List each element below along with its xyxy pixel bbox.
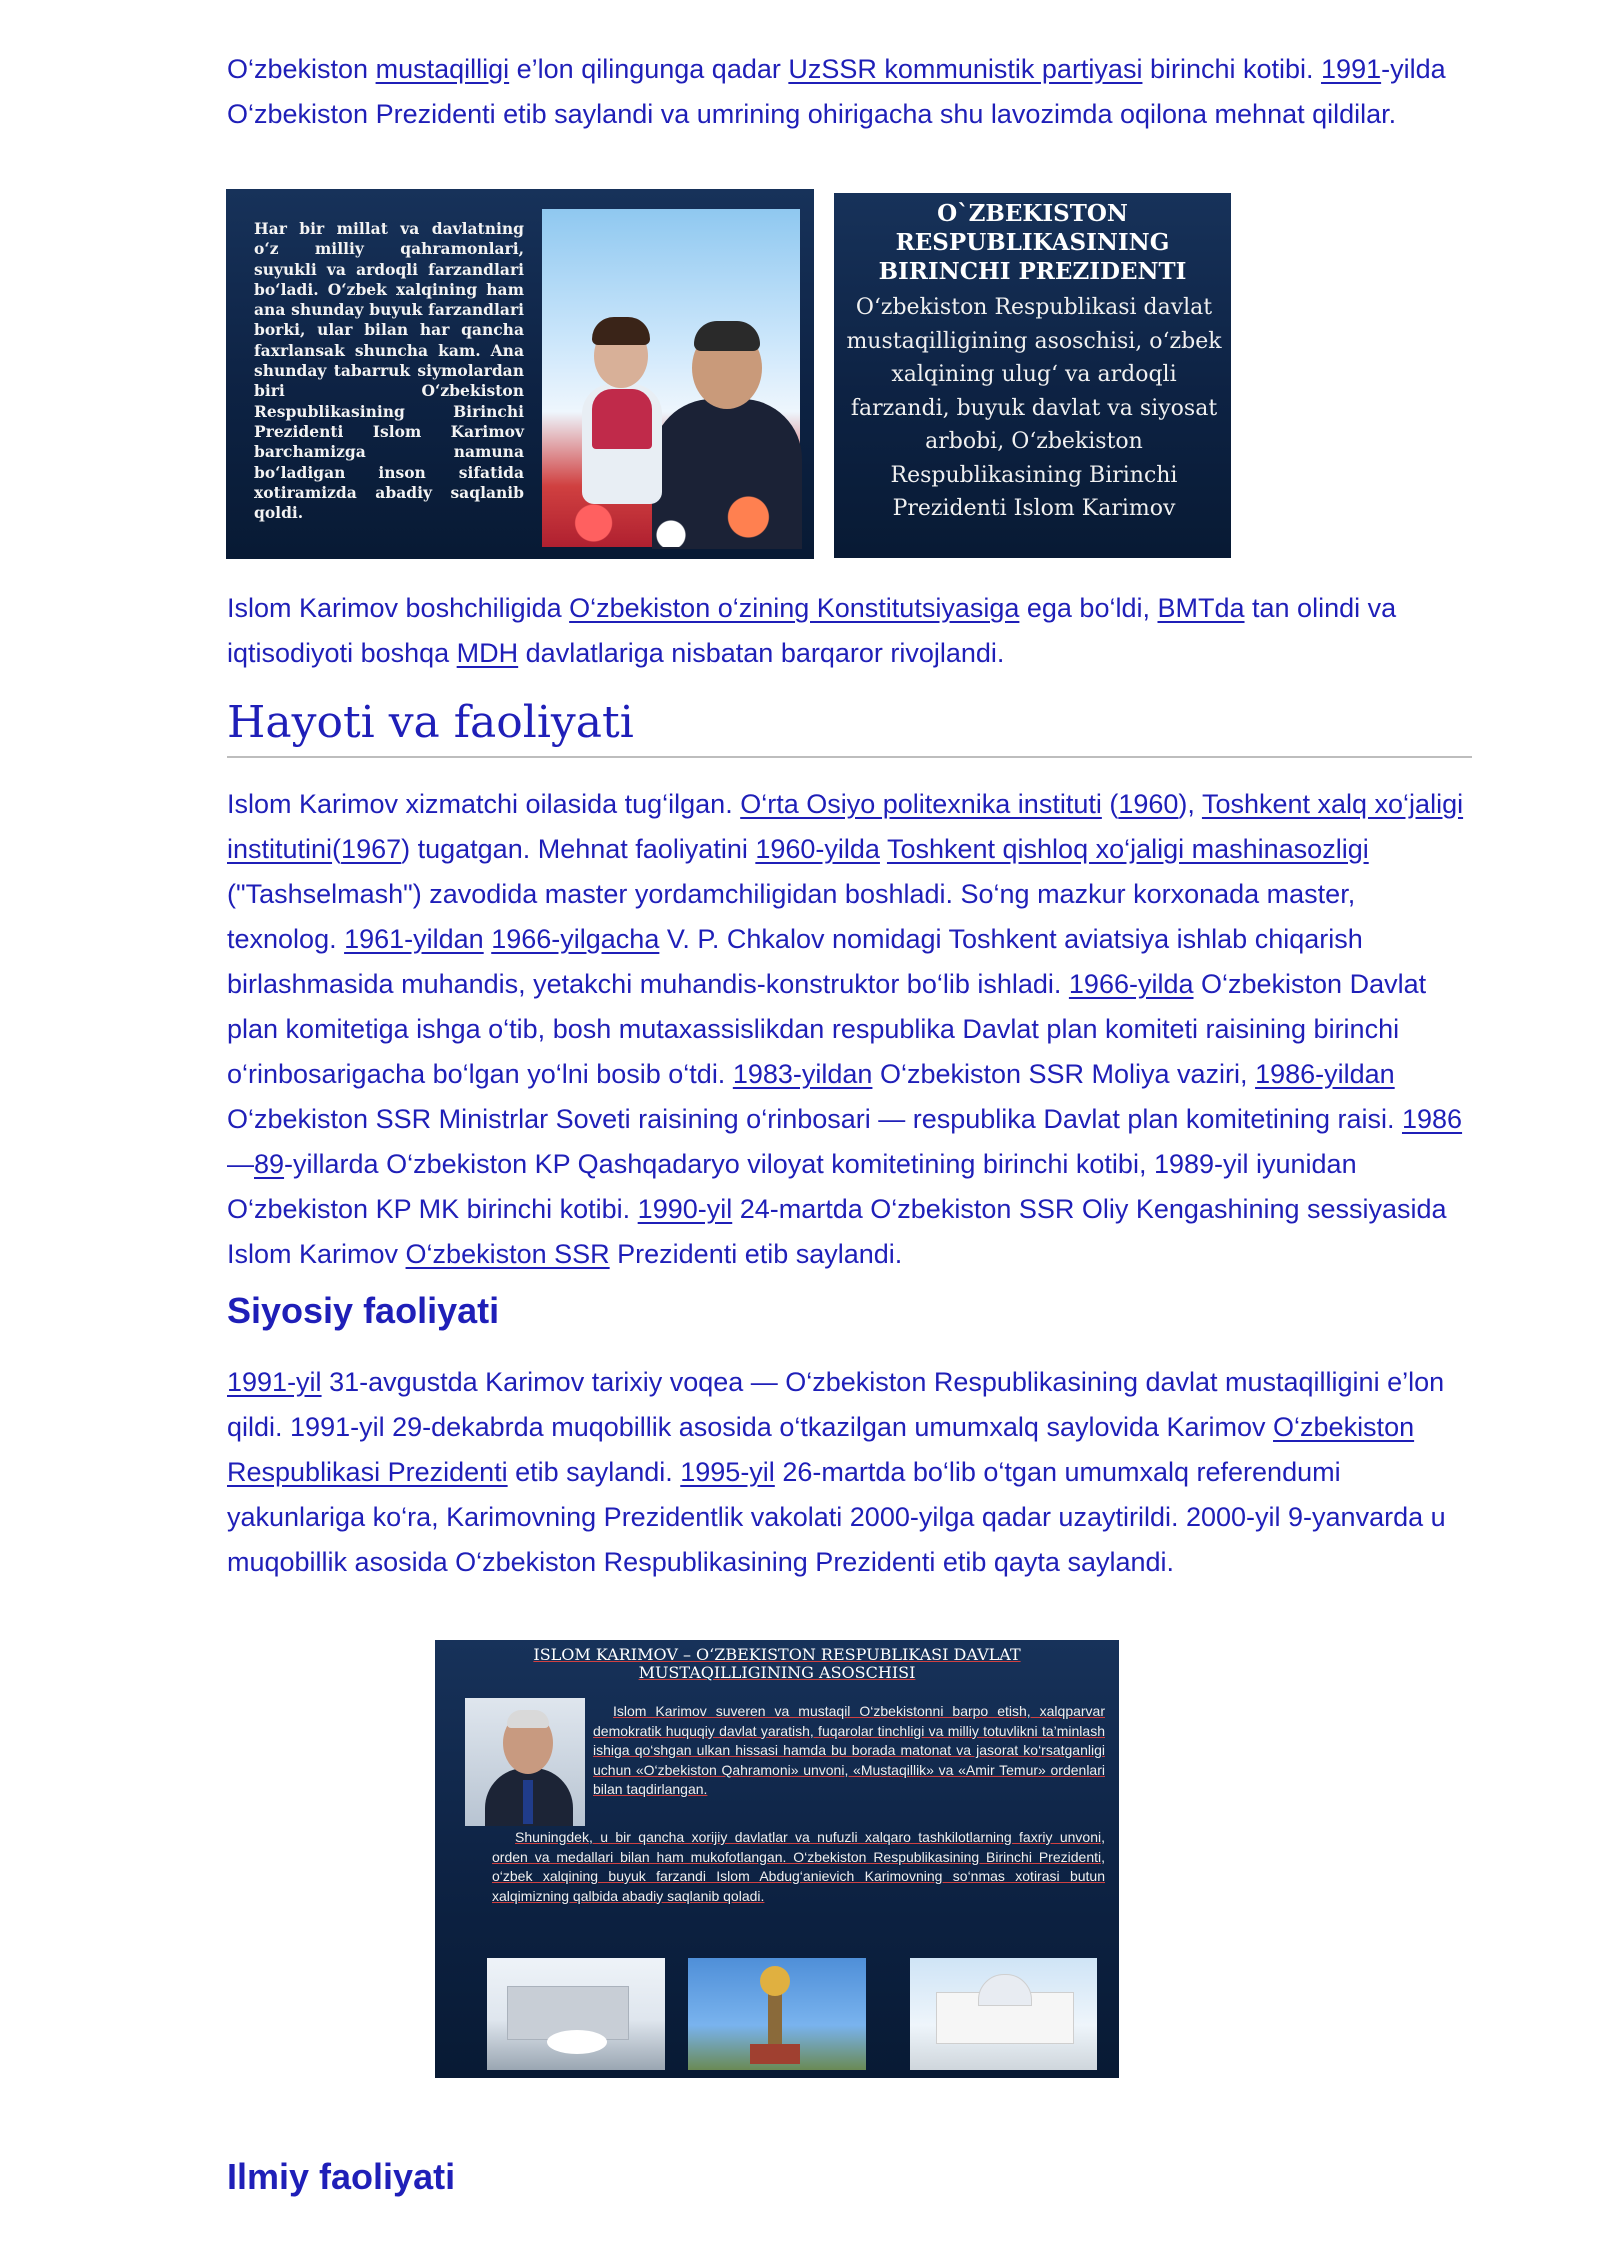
para2-text: Islom Karimov boshchiligida [227,593,570,623]
bio-text: O‘zbekiston Davlat plan komitetiga ishga o‘tib, bosh mutaxassislikdan respublika Davlat plan komiteti raisining birinchi o‘rinbosarigacha bo‘lgan yo‘lni bosib o‘tdi. [227,969,1427,1089]
image3-paragraph-2: Shuningdek, u bir qancha xorijiy davlatlar va nufuzli xalqaro tashkilotlarning faxriy unvoni, orden va medallari bilan ham mukofotlangan. O‘zbekiston Respublikasining Birinchi Prezidenti, o‘zbek xalqining buyuk farzandi Islom Abdug‘anievich Karimovning so‘nmas xotirasi butun xalqimizning qalbida abadiy saqlanib qoladi. [492,1829,1105,1904]
bio-text: Islom Karimov xizmatchi oilasida tug‘ilgan. [227,789,741,819]
bio-text: ( [332,834,342,864]
political-paragraph [227,1360,1472,1585]
link-1960[interactable]: 1960 [1118,789,1179,819]
link-1966-yilgacha[interactable]: 1966-yilgacha [491,924,660,954]
bio-text: O‘zbekiston SSR Moliya vaziri, [872,1059,1256,1089]
para2-text: tan olindi va iqtisodiyoti boshqa [227,593,1397,668]
founder-of-independence-image[interactable] [435,1640,1119,2078]
para2-text: ega bo‘ldi, [1019,593,1158,623]
bio-text: Prezidenti etib saylandi. [609,1239,903,1269]
link-1995-yil[interactable]: 1995-yil [680,1457,775,1487]
intro-text: -yilda O‘zbekiston Prezidenti etib saylandi va umrining ohirigacha shu lavozimda oqilona mehnat qildilar. [227,54,1446,129]
bio-text: V. P. Chkalov nomidagi Toshkent aviatsiya ishlab chiqarish birlashmasida muhandis, yetakchi muhandis-konstruktor bo‘lib ishladi. [227,924,1363,999]
intro-text: O‘zbekiston [227,54,376,84]
image3-title-line: ISLOM KARIMOV – O‘ZBEKISTON RESPUBLIKASI DAVLAT [533,1645,1021,1664]
bio-text: O‘zbekiston SSR Ministrlar Soveti raisining o‘rinbosari — respublika Davlat plan komitetining raisi. [227,1104,1402,1134]
bio-text [880,834,887,864]
link-1960-yilda[interactable]: 1960-yilda [755,834,880,864]
image3-paragraph-1: Islom Karimov suveren va mustaqil O‘zbekistonni barpo etish, xalqparvar demokratik huquqiy davlat yaratish, fuqarolar tinchligi va milliy totuvlikni ta’minlash ishiga qo‘shgan ulkan hissasi hamda bu borada matonat va jasorat ko‘rsatganligi uchun «O‘zbekiston Qahramoni» unvoni, «Mustaqillik» va «Amir Temur» ordenlari bilan taqdirlangan. [593,1703,1105,1797]
para2-text: davlatlariga nisbatan barqaror rivojlandi. [518,638,1005,668]
image2-title-line: BIRINCHI PREZIDENTI [878,258,1187,285]
bio-text: ) tugatgan. Mehnat faoliyatini [401,834,756,864]
government-building-photo [487,1958,665,2070]
link-1961-yildan[interactable]: 1961-yildan [344,924,484,954]
link-ozbekiston-ssr[interactable]: O‘zbekiston SSR [405,1239,610,1269]
forums-palace-photo [910,1958,1097,2070]
link-xalq-xojaligi-instituti[interactable]: Toshkent xalq xo‘jaligi institutini [227,789,1464,864]
image2-title-line: O`ZBEKISTON [937,200,1128,227]
subsection-heading-siyosiy: Siyosiy faoliyati [227,1290,500,1331]
link-1983-yildan[interactable]: 1983-yildan [732,1059,873,1089]
link-89[interactable]: 89 [254,1149,285,1179]
link-uzssr-kommunistik-partiyasi[interactable]: UzSSR kommunistik partiyasi [788,54,1143,84]
political-text: 31-avgustda Karimov tarixiy voqea — O‘zbekiston Respublikasining davlat mustaqilligini e’lon qildi. 1991-yil 29-dekabrda muqobillik asosida o‘tkazilgan umumxalq saylovida Karimov [227,1367,1445,1442]
bio-text: ( [1101,789,1119,819]
image3-title-line: MUSTAQILLIGINING ASOSCHISI [638,1663,916,1682]
link-konstitutsiya[interactable]: O‘zbekiston o‘zining Konstitutsiyasiga [569,593,1020,623]
link-1986-yildan[interactable]: 1986-yildan [1255,1059,1395,1089]
link-1966-yilda[interactable]: 1966-yilda [1068,969,1194,999]
karimov-holding-child-photo [542,209,800,547]
political-text: 26-martda bo‘lib o‘tgan umumxalq referendumi yakunlariga ko‘ra, Karimovning Prezidentlik vakolati 2000-yilga qadar uzaytirildi. 2000-yil 9-yanvarda u muqobillik asosida O‘zbekiston Respublikasining Prezidenti etib qayta saylandi. [227,1457,1446,1577]
link-1991-yil[interactable]: 1991-yil [227,1367,322,1397]
biography-paragraph [227,782,1472,1277]
karimov-with-child-image[interactable] [226,189,814,559]
image2-body-text: O‘zbekiston Respublikasi davlat mustaqilligining asoschisi, o‘zbek xalqining ulug‘ va ardoqli farzandi, buyuk davlat va siyosat arbobi, O‘zbekiston Respublikasining Birinchi Prezidenti Islom Karimov [846,295,1222,521]
link-mustaqilligi[interactable]: mustaqilligi [375,54,510,84]
bio-text: 24-martda O‘zbekiston SSR Oliy Kengashining sessiyasida Islom Karimov [227,1194,1447,1269]
image3-title [435,1646,1119,1682]
constitution-paragraph [227,586,1472,676]
independence-monument-photo [688,1958,866,2070]
heading-divider [227,756,1472,758]
link-1986[interactable]: 1986 [1401,1104,1463,1134]
link-politexnika-instituti[interactable]: O‘rta Osiyo politexnika instituti [740,789,1102,819]
link-tashselmash[interactable]: Toshkent qishloq xo‘jaligi mashinasozligi [886,834,1369,864]
bio-text: — [227,1149,254,1179]
image1-caption-text: Har bir millat va davlatning o‘z milliy qahramonlari, suyukli va ardoqli farzandlari bo‘ladi. O‘zbek xalqining ham ana shunday buyuk farzandlari borki, ular bilan har qancha faxrlansak shuncha kam. Ana shunday tabarruk siymolardan biri O‘zbekiston Respublikasining Birinchi Prezidenti Islom Karimov barchamizga namuna bo‘ladigan inson sifatida xotiramizda abadiy saqlanib qoldi. [254,219,524,523]
karimov-portrait-photo [465,1698,585,1826]
intro-paragraph [227,47,1472,137]
bio-text: ), [1178,789,1202,819]
bio-text: -yillarda O‘zbekiston KP Qashqadaryo viloyat komitetining birinchi kotibi, 1989-yil iyunidan O‘zbekiston KP MK birinchi kotibi. [227,1149,1357,1224]
political-text: etib saylandi. [507,1457,681,1487]
image2-title-line: RESPUBLIKASINING [895,229,1170,256]
bio-text: ("Tashselmash") zavodida master yordamchiligidan boshladi. So‘ng mazkur korxonada master, texnolog. [227,879,1356,954]
first-president-banner-image[interactable] [834,193,1231,558]
link-1991[interactable]: 1991 [1321,54,1382,84]
intro-text: e’lon qilingunga qadar [509,54,789,84]
link-1967[interactable]: 1967 [341,834,402,864]
subsection-heading-ilmiy: Ilmiy faoliyati [227,2156,456,2197]
image2-title [834,199,1231,286]
section-heading-hayoti: Hayoti va faoliyati [227,697,634,748]
intro-text: birinchi kotibi. [1142,54,1322,84]
link-1990-yil[interactable]: 1990-yil [637,1194,733,1224]
link-prezident[interactable]: O‘zbekiston Respublikasi Prezidenti [227,1412,1415,1487]
link-mdh[interactable]: MDH [456,638,519,668]
link-bmt[interactable]: BMTda [1157,593,1245,623]
